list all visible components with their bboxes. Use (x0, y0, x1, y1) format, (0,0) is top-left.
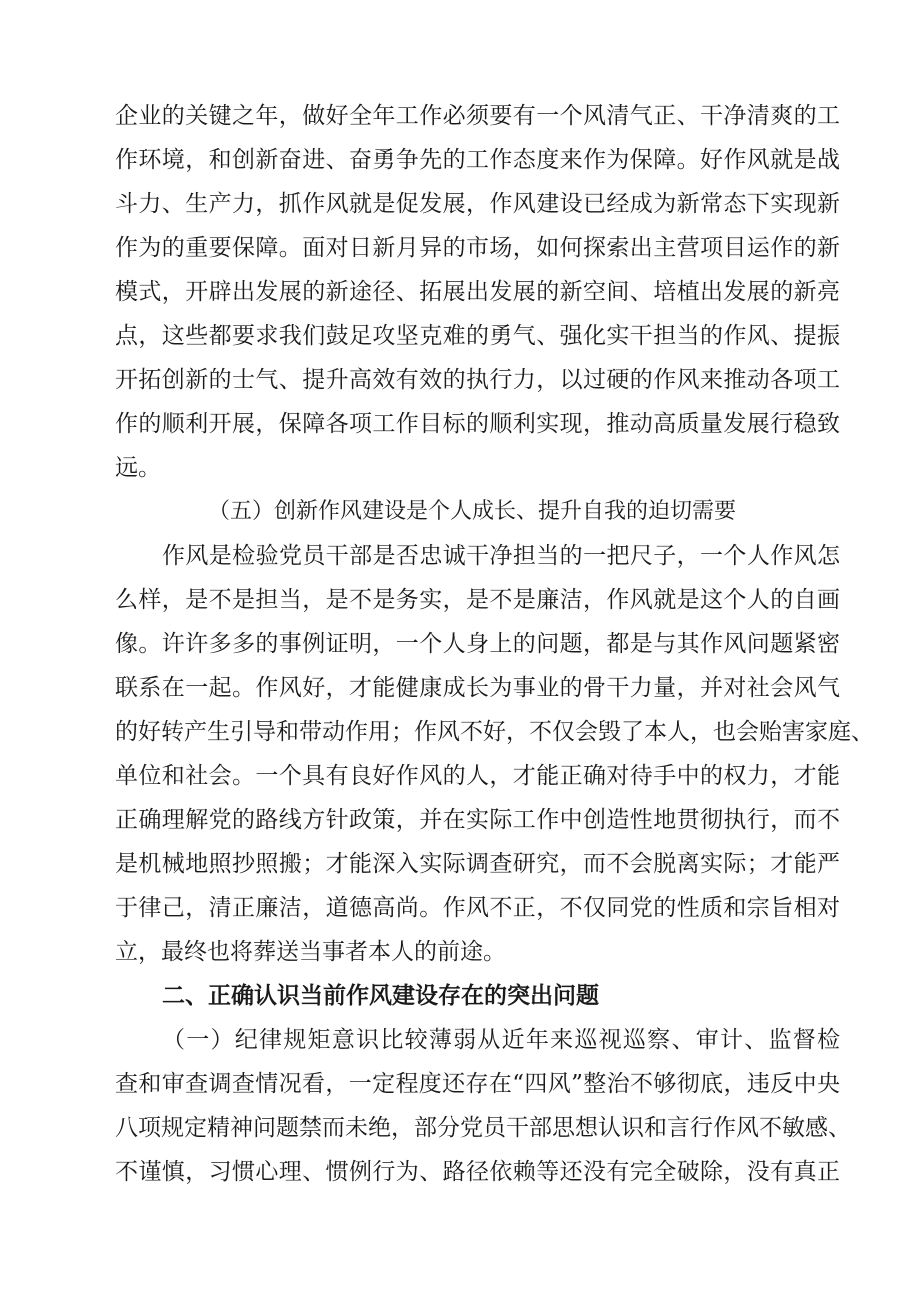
paragraph-line: 作环境，和创新奋进、奋勇争先的工作态度来作为保障。好作风就是战 (115, 147, 840, 173)
paragraph-line: 作风是检验党员干部是否忠诚干净担当的一把尺子，一个人作风怎 (162, 543, 840, 569)
paragraph-line: （一）纪律规矩意识比较薄弱从近年来巡视巡察、审计、监督检 (162, 1027, 840, 1053)
paragraph-line: 查和审查调查情况看，一定程度还存在“四风”整治不够彻底，违反中央 (115, 1071, 840, 1097)
paragraph-line: 是机械地照抄照搬；才能深入实际调查研究，而不会脱离实际；才能严 (115, 851, 840, 877)
paragraph-line: 的好转产生引导和带动作用；作风不好，不仅会毁了本人，也会贻害家庭、 (115, 719, 874, 745)
paragraph-line: 作为的重要保障。面对日新月异的市场，如何探索出主营项目运作的新 (115, 235, 840, 261)
paragraph-line: 单位和社会。一个具有良好作风的人，才能正确对待手中的权力，才能 (115, 763, 840, 789)
paragraph-line: 于律己，清正廉洁，道德高尚。作风不正，不仅同党的性质和宗旨相对 (115, 895, 840, 921)
paragraph-line: 不谨慎，习惯心理、惯例行为、路径依赖等还没有完全破除，没有真正 (115, 1159, 840, 1185)
paragraph-line: 远。 (115, 455, 161, 481)
paragraph-line: 开拓创新的士气、提升高效有效的执行力，以过硬的作风来推动各项工 (115, 367, 840, 393)
paragraph-line: 像。许许多多的事例证明，一个人身上的问题，都是与其作风问题紧密 (115, 631, 840, 657)
section-heading: 二、正确认识当前作风建设存在的突出问题 (162, 983, 599, 1009)
paragraph-line: 作的顺利开展，保障各项工作目标的顺利实现，推动高质量发展行稳致 (115, 411, 840, 437)
paragraph-line: 点，这些都要求我们鼓足攻坚克难的勇气、强化实干担当的作风、提振 (115, 323, 840, 349)
paragraph-line: 企业的关键之年，做好全年工作必须要有一个风清气正、干净清爽的工 (115, 103, 840, 129)
section-subheading: （五）创新作风建设是个人成长、提升自我的迫切需要 (208, 499, 737, 524)
paragraph-line: 正确理解党的路线方针政策，并在实际工作中创造性地贯彻执行，而不 (115, 807, 840, 833)
paragraph-line: 联系在一起。作风好，才能健康成长为事业的骨干力量，并对社会风气 (115, 675, 840, 701)
paragraph-line: 立，最终也将葬送当事者本人的前途。 (115, 939, 506, 965)
paragraph-line: 八项规定精神问题禁而未绝，部分党员干部思想认识和言行作风不敏感、 (115, 1115, 851, 1141)
paragraph-line: 斗力、生产力，抓作风就是促发展，作风建设已经成为新常态下实现新 (115, 191, 840, 217)
paragraph-line: 模式，开辟出发展的新途径、拓展出发展的新空间、培植出发展的新亮 (115, 279, 840, 305)
paragraph-line: 么样，是不是担当，是不是务实，是不是廉洁，作风就是这个人的自画 (115, 587, 840, 613)
